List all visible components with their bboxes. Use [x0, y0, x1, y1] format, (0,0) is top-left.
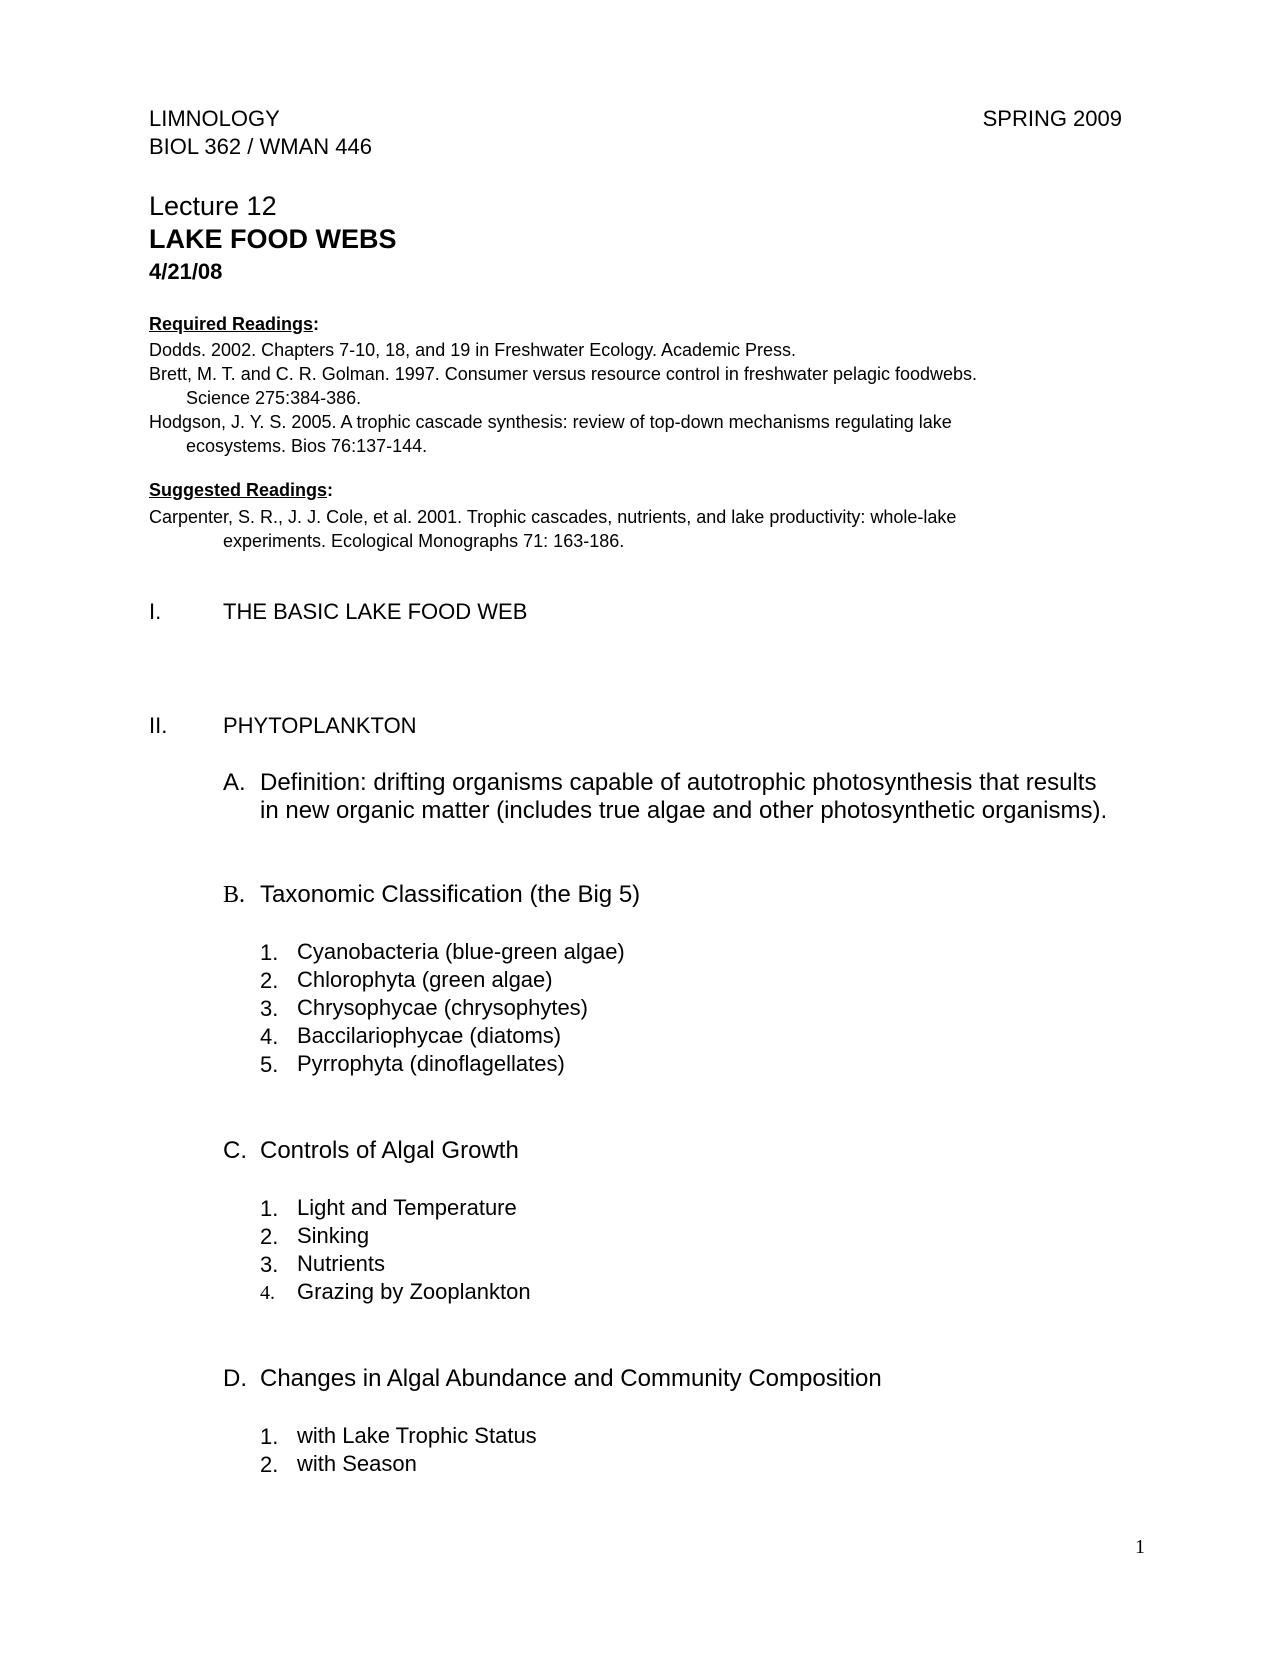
course-name: LIMNOLOGY: [149, 106, 280, 131]
course-term: SPRING 2009: [982, 106, 1122, 131]
list-item-text: Grazing by Zooplankton: [297, 1279, 531, 1304]
list-item-text: Pyrrophyta (dinoflagellates): [297, 1051, 565, 1076]
list-item-text: Chrysophycae (chrysophytes): [297, 995, 589, 1020]
list-item-number: 2.: [260, 968, 279, 993]
reference-carpenter-line2: experiments. Ecological Monographs 71: 163-186.: [223, 531, 625, 551]
subsection-letter-c: C.: [223, 1137, 247, 1164]
list-item-number: 3.: [260, 996, 279, 1021]
reference-hodgson-line1: Hodgson, J. Y. S. 2005. A trophic cascade synthesis: review of top-down mechanisms regulating lake: [149, 412, 952, 432]
reference-brett-line1: Brett, M. T. and C. R. Golman. 1997. Consumer versus resource control in freshwater pelagic foodwebs.: [149, 364, 978, 384]
section-title-phytoplankton: PHYTOPLANKTON: [223, 713, 417, 738]
list-item-text: with Lake Trophic Status: [297, 1423, 537, 1448]
reference-hodgson-line2: ecosystems. Bios 76:137-144.: [186, 436, 428, 456]
list-item-text: with Season: [297, 1451, 417, 1476]
reference-brett-line2: Science 275:384-386.: [186, 388, 362, 408]
list-item-number: 4.: [260, 1282, 275, 1304]
subsection-letter-a: A.: [223, 769, 246, 796]
required-readings-colon: :: [313, 314, 320, 334]
lecture-number: Lecture 12: [149, 191, 277, 221]
definition-line1: Definition: drifting organisms capable of autotrophic photosynthesis that results: [260, 769, 1097, 796]
list-item-text: Baccilariophycae (diatoms): [297, 1023, 562, 1048]
list-item-number: 5.: [260, 1052, 279, 1077]
list-item-text: Light and Temperature: [297, 1195, 517, 1220]
lecture-title: LAKE FOOD WEBS: [149, 224, 397, 254]
definition-line2: in new organic matter (includes true algae and other photosynthetic organisms).: [260, 797, 1108, 824]
list-item-number: 1.: [260, 1424, 279, 1449]
section-numeral-1: I.: [149, 599, 162, 624]
required-readings-heading: [149, 314, 319, 335]
reference-dodds: Dodds. 2002. Chapters 7-10, 18, and 19 in Freshwater Ecology. Academic Press.: [149, 340, 797, 360]
list-item-number: 2.: [260, 1224, 279, 1249]
suggested-readings-heading: [149, 480, 333, 501]
course-codes: BIOL 362 / WMAN 446: [149, 134, 372, 159]
subsection-title-controls: Controls of Algal Growth: [260, 1137, 519, 1164]
list-item-number: 3.: [260, 1252, 279, 1277]
lecture-date: 4/21/08: [149, 259, 223, 284]
page-number: 1: [1135, 1536, 1145, 1558]
suggested-readings-colon: :: [327, 480, 334, 500]
section-title-basic-food-web: THE BASIC LAKE FOOD WEB: [223, 599, 528, 624]
section-numeral-2: II.: [149, 713, 168, 738]
subsection-letter-b: B.: [223, 882, 246, 908]
list-item-number: 1.: [260, 940, 279, 965]
list-item-number: 2.: [260, 1452, 279, 1477]
list-item-number: 4.: [260, 1024, 279, 1049]
list-item-text: Sinking: [297, 1223, 370, 1248]
required-readings-label: Required Readings: [149, 314, 314, 334]
subsection-title-changes: Changes in Algal Abundance and Community Composition: [260, 1365, 882, 1392]
list-item-text: Cyanobacteria (blue-green algae): [297, 939, 625, 964]
subsection-title-taxonomic: Taxonomic Classification (the Big 5): [260, 881, 641, 908]
list-item-text: Chlorophyta (green algae): [297, 967, 553, 992]
subsection-letter-d: D.: [223, 1365, 247, 1392]
reference-carpenter-line1: Carpenter, S. R., J. J. Cole, et al. 2001. Trophic cascades, nutrients, and lake productivity: whole-lake: [149, 507, 957, 527]
list-item-text: Nutrients: [297, 1251, 386, 1276]
list-item-number: 1.: [260, 1196, 279, 1221]
suggested-readings-label: Suggested Readings: [149, 480, 328, 500]
